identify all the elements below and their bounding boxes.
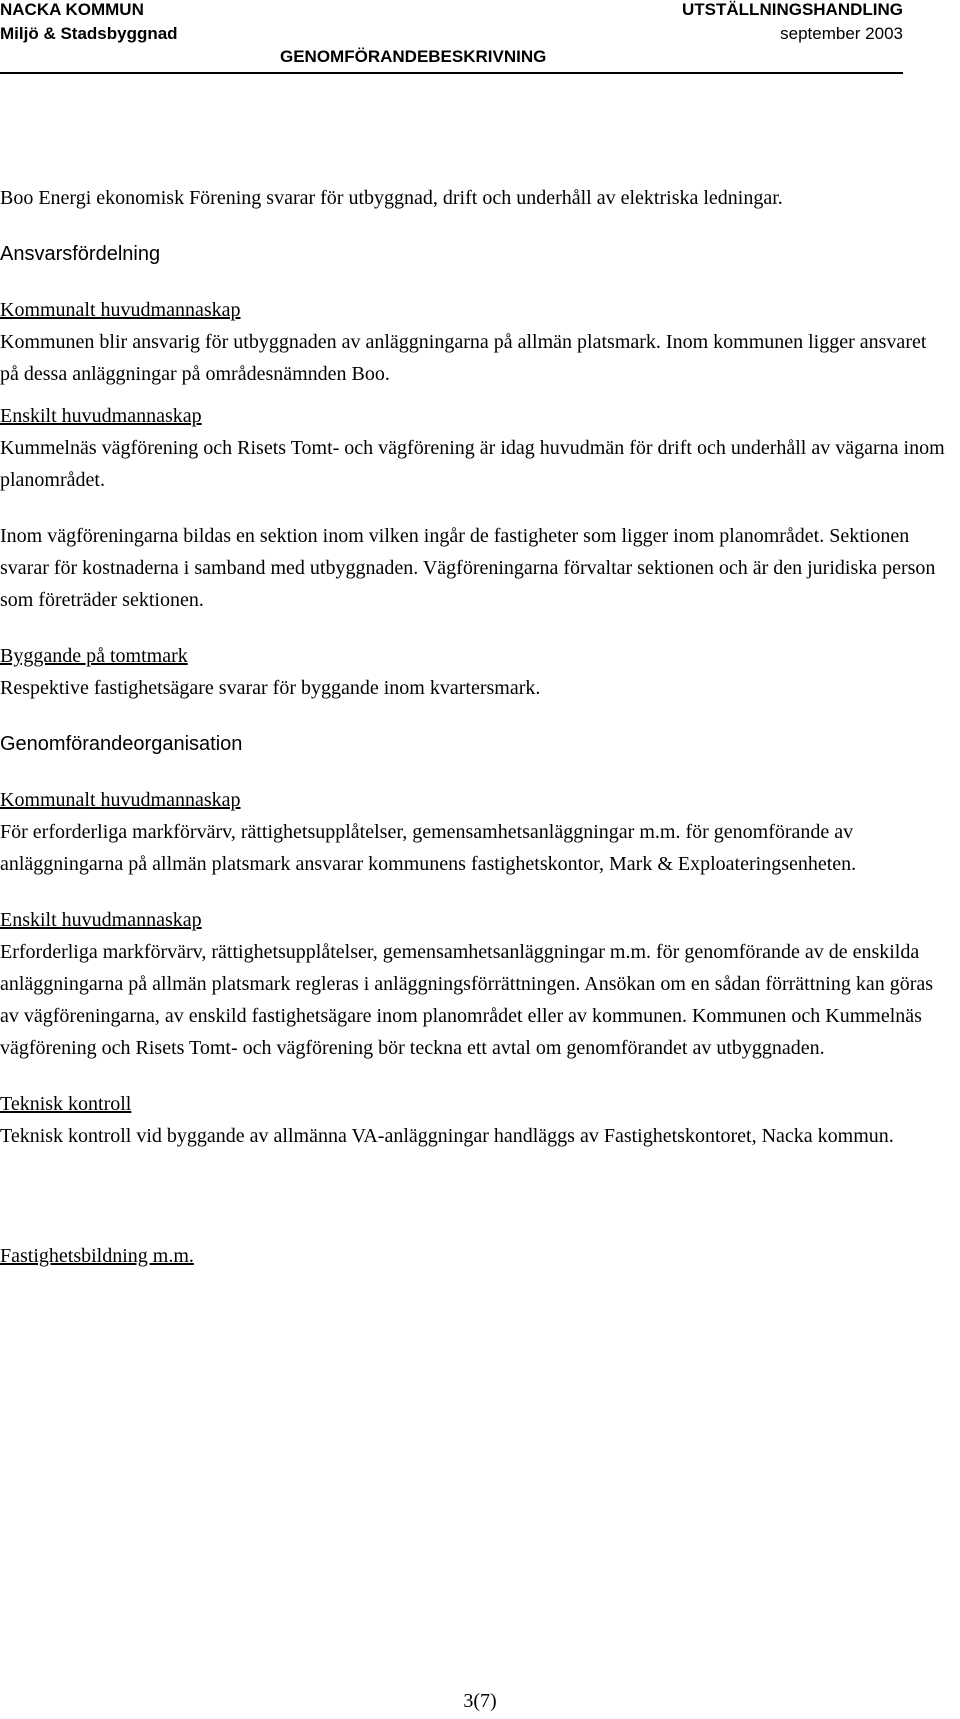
paragraph-kommunalt-ansvar: Kommunen blir ansvarig för utbyggnaden av anläggningarna på allmän platsmark. Inom kommunen ligger ansvaret på dessa anläggningar på områdesnämnden Boo. [0,331,927,385]
paragraph-sektion: Inom vägföreningarna bildas en sektion inom vilken ingår de fastigheter som ligger inom planområdet. Sektionen svarar för kostnaderna i samband med utbyggnaden. Vägföreningarna förvaltar sektionen och är den juridiska person som företräder sektionen. [0,525,936,611]
header-status: UTSTÄLLNINGSHANDLING [682,0,903,19]
paragraph-enskilt-ansvar: Kummelnäs vägförening och Risets Tomt- och vägförening är idag huvudmän för drift och underhåll av vägarna inom planområdet. [0,437,945,491]
subheading-enskilt-huvudmannaskap: Enskilt huvudmannaskap [0,405,202,427]
subheading-byggande-pa-tomtmark: Byggande på tomtmark [0,645,188,667]
header-org: NACKA KOMMUN [0,0,144,19]
section-title-genomforandeorganisation: Genomförandeorganisation [0,733,243,755]
header-doc-type: GENOMFÖRANDEBESKRIVNING [280,47,547,66]
subheading-fastighetsbildning: Fastighetsbildning m.m. [0,1245,194,1267]
section-title-ansvarsfordelning: Ansvarsfördelning [0,243,161,265]
header-department: Miljö & Stadsbyggnad [0,24,178,43]
document-body [0,182,945,1272]
paragraph-byggande: Respektive fastighetsägare svarar för byggande inom kvartersmark. [0,677,541,699]
subheading-kommunalt-huvudmannaskap: Kommunalt huvudmannaskap [0,299,241,321]
intro-paragraph: Boo Energi ekonomisk Förening svarar för utbyggnad, drift och underhåll av elektriska ledningar. [0,187,783,209]
paragraph-kommunalt-organisation: För erforderliga markförvärv, rättighetsupplåtelser, gemensamhetsanläggningar m.m. för genomförande av anläggningarna på allmän platsmark ansvarar kommunens fastighetskontor, Mark & Exploateringsenheten. [0,821,857,875]
subheading-enskilt-huvudmannaskap-2: Enskilt huvudmannaskap [0,909,202,931]
paragraph-teknisk-kontroll: Teknisk kontroll vid byggande av allmänna VA-anläggningar handläggs av Fastighetskontoret, Nacka kommun. [0,1125,894,1147]
subheading-teknisk-kontroll: Teknisk kontroll [0,1093,132,1115]
page-header [0,0,903,74]
header-date: september 2003 [780,24,903,43]
paragraph-enskilt-organisation: Erforderliga markförvärv, rättighetsupplåtelser, gemensamhetsanläggningar m.m. för genomförande av de enskilda anläggningarna på allmän platsmark regleras i anläggningsförrättningen. Ansökan om en sådan förrättning kan göras av vägföreningarna, av enskild fastighetsägare inom planområdet eller av kommunen. Kommunen och Kummelnäs vägförening och Risets Tomt- och vägförening bör teckna ett avtal om genomförandet av utbyggnaden. [0,941,934,1059]
page-number: 3(7) [463,1690,497,1712]
subheading-kommunalt-huvudmannaskap-2: Kommunalt huvudmannaskap [0,789,241,811]
